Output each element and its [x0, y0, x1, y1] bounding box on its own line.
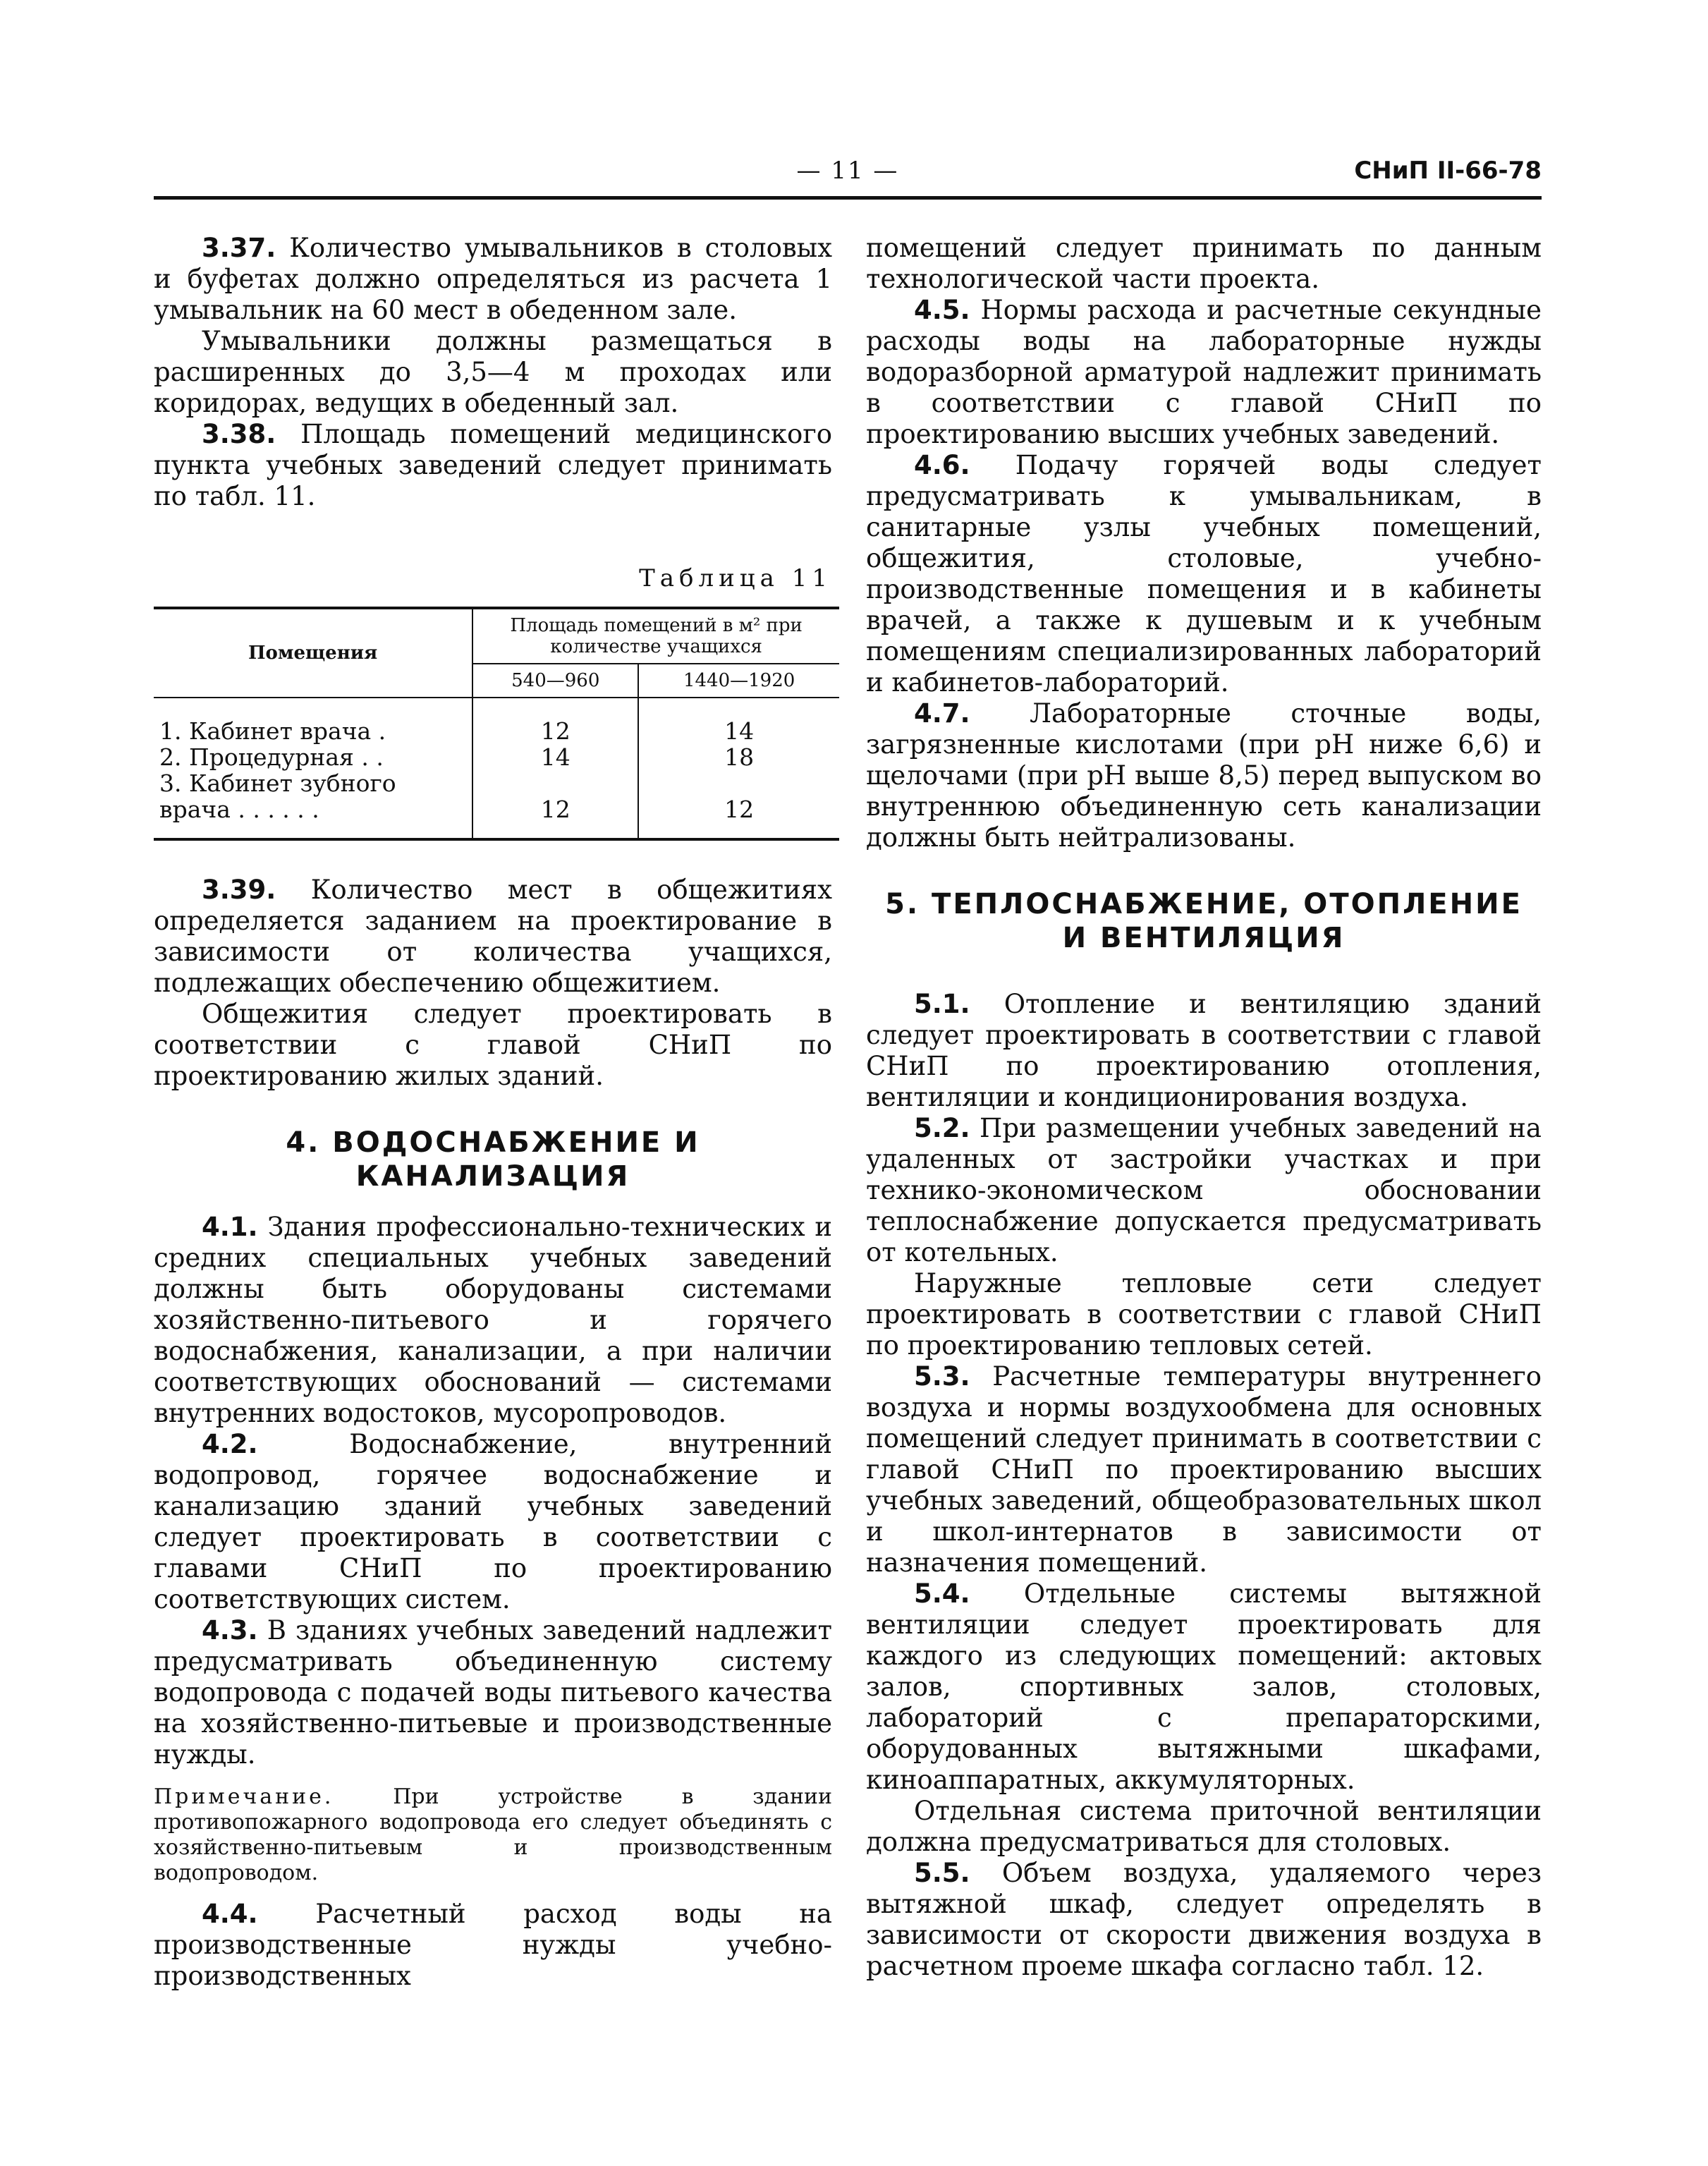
table-row — [154, 698, 839, 744]
note-text: При устройстве в здании противопожарного водопровода его следует объединять с хозяйственно-питьевым и производственным водопроводом. — [154, 1784, 832, 1885]
paragraph-4-3 — [154, 1615, 832, 1770]
clause-text: Отопление и вентиляцию зданий следует проектировать в соответствии с главой СНиП по проектированию отопления, вентиляции и кондиционирования воздуха. — [866, 989, 1542, 1112]
clause-text: Площадь помещений медицинского пункта учебных заведений следует принимать по табл. 11. — [154, 419, 832, 511]
clause-number: 5.3. — [914, 1361, 970, 1392]
page-header — [154, 157, 1542, 199]
paragraph-4-4 — [154, 1899, 832, 1992]
paragraph-4-2 — [154, 1429, 832, 1615]
table-cell-value: 14 — [638, 698, 839, 744]
paragraph-3-39 — [154, 875, 832, 999]
table-header-area: Площадь помещений в м² при количестве учащихся — [472, 608, 839, 664]
left-column — [154, 233, 832, 1992]
table-11 — [154, 607, 839, 841]
clause-number: 4.7. — [914, 698, 970, 729]
clause-text: В зданиях учебных заведений надлежит предусматривать объединенную систему водопровода с подачей воды питьевого качества на хозяйственно-питьевые и производственные нужды. — [154, 1615, 832, 1770]
section-4-title: 4. ВОДОСНАБЖЕНИЕ И КАНАЛИЗАЦИЯ — [286, 1126, 700, 1193]
paragraph-3-37-b: Умывальники должны размещаться в расширенных до 3,5—4 м проходах или коридорах, ведущих в обеденный зал. — [154, 326, 832, 418]
clause-text: Нормы расхода и расчетные секундные расходы воды на лабораторные нужды водоразборной арматурой надлежит принимать в соответствии с главой СНиП по проектированию высших учебных заведений. — [866, 295, 1542, 449]
paragraph-5-4 — [866, 1578, 1542, 1796]
clause-number: 4.4. — [202, 1899, 258, 1929]
clause-text: Лабораторные сточные воды, загрязненные кислотами (при pH ниже 6,6) и щелочами (при pH выше 8,5) перед выпуском во внутреннюю объединенную сеть канализации должны быть нейтрализованы. — [866, 698, 1542, 853]
table-row — [154, 744, 839, 770]
clause-number: 3.38. — [202, 419, 276, 449]
clause-text: Отдельные системы вытяжной вентиляции следует проектировать для каждого из следующих помещений: актовых залов, спортивных залов, столовых, лабораторий с препараторскими, оборудованных вытяжными шкафами, киноаппаратных, аккумуляторных. — [866, 1578, 1542, 1795]
clause-number: 5.2. — [914, 1113, 970, 1143]
clause-text: Объем воздуха, удаляемого через вытяжной шкаф, следует определять в зависимости от скорости движения воздуха в расчетном проеме шкафа согласно табл. 12. — [866, 1858, 1542, 1981]
paragraph-4-4-continued: помещений следует принимать по данным технологической части проекта. — [866, 233, 1542, 294]
right-column — [866, 233, 1542, 1982]
paragraph-4-6 — [866, 450, 1542, 698]
clause-text: Подачу горячей воды следует предусматривать к умывальникам, в санитарные узлы учебных помещений, общежития, столовые, учебно-производственные помещения и в кабинеты врачей, а также к душевым и к учебным помещениям специализированных лабораторий и кабинетов-лабораторий. — [866, 450, 1542, 698]
paragraph-5-2-b: Наружные тепловые сети следует проектировать в соответствии с главой СНиП по проектированию тепловых сетей. — [866, 1268, 1542, 1361]
table-subheader-1: 540—960 — [472, 664, 638, 698]
clause-number: 3.37. — [202, 233, 276, 263]
clause-text: Здания профессионально-технических и средних специальных учебных заведений должны быть оборудованы системами хозяйственно-питьевого и горячего водоснабжения, канализации, а при наличии соответствующих обоснований — системами внутренних водостоков, мусоропроводов. — [154, 1212, 832, 1428]
table-cell-room: 2. Процедурная . . — [159, 743, 384, 771]
paragraph-5-2 — [866, 1113, 1542, 1268]
clause-text: Расчетный расход воды на производственные нужды учебно-производственных — [154, 1899, 832, 1991]
clause-number: 3.39. — [202, 875, 276, 905]
page-number: — 11 — — [796, 157, 899, 185]
clause-number: 5.1. — [914, 989, 970, 1019]
paragraph-3-38 — [154, 419, 832, 512]
clause-text: Количество мест в общежитиях определяется заданием на проектирование в зависимости от количества учащихся, подлежащих обеспечению общежитием. — [154, 875, 832, 998]
clause-text: Водоснабжение, внутренний водопровод, горячее водоснабжение и канализацию зданий учебных заведений следует проектировать в соответствии с главами СНиП по проектированию соответствующих систем. — [154, 1429, 832, 1614]
table-cell-value: 12 — [472, 770, 638, 839]
note-label: Примечание. — [154, 1784, 334, 1809]
clause-number: 4.6. — [914, 450, 970, 480]
table-subheader-2: 1440—1920 — [638, 664, 839, 698]
table-caption: Таблица 11 — [639, 564, 832, 592]
table-cell-value: 14 — [472, 744, 638, 770]
note — [154, 1784, 832, 1886]
table-cell-value: 12 — [638, 770, 839, 839]
paragraph-4-7 — [866, 698, 1542, 853]
paragraph-5-1 — [866, 989, 1542, 1113]
clause-number: 4.1. — [202, 1212, 258, 1242]
table-header-rooms: Помещения — [154, 608, 472, 698]
paragraph-5-3 — [866, 1361, 1542, 1578]
clause-text: Количество умывальников в столовых и буфетах должно определяться из расчета 1 умывальник на 60 мест в обеденном зале. — [154, 233, 832, 325]
document-code: СНиП II-66-78 — [1354, 157, 1542, 185]
section-5-title-line-1: 5. ТЕПЛОСНАБЖЕНИЕ, ОТОПЛЕНИЕ — [885, 888, 1523, 920]
clause-text: При размещении учебных заведений на удаленных от застройки участках и при технико-экономическом обосновании теплоснабжение допускается предусматривать от котельных. — [866, 1113, 1542, 1267]
section-5-title — [866, 887, 1542, 955]
header-rule — [154, 196, 1542, 200]
clause-number: 4.2. — [202, 1429, 258, 1459]
clause-text: Расчетные температуры внутреннего воздуха и нормы воздухообмена для основных помещений следует принимать в соответствии с главой СНиП по проектированию высших учебных заведений, общеобразовательных школ и школ-интернатов в зависимости от назначения помещений. — [866, 1361, 1542, 1578]
paragraph-4-5 — [866, 295, 1542, 450]
paragraph-4-1 — [154, 1212, 832, 1429]
table-cell-value: 12 — [472, 698, 638, 744]
table-cell-room: 1. Кабинет врача . — [159, 717, 386, 745]
paragraph-5-5 — [866, 1858, 1542, 1982]
section-5-title-line-2: И ВЕНТИЛЯЦИЯ — [1062, 922, 1346, 954]
paragraph-5-4-b: Отдельная система приточной вентиляции должна предусматриваться для столовых. — [866, 1796, 1542, 1857]
paragraph-3-37 — [154, 233, 832, 326]
table-cell-room: 3. Кабинет зубного врача . . . . . . — [159, 769, 396, 823]
clause-number: 4.3. — [202, 1615, 258, 1645]
paragraph-3-39-b: Общежития следует проектировать в соответствии с главой СНиП по проектированию жилых зданий. — [154, 999, 832, 1091]
clause-number: 5.5. — [914, 1858, 970, 1888]
table-cell-value: 18 — [638, 744, 839, 770]
clause-number: 5.4. — [914, 1578, 970, 1609]
table-row — [154, 770, 839, 839]
clause-number: 4.5. — [914, 295, 970, 325]
